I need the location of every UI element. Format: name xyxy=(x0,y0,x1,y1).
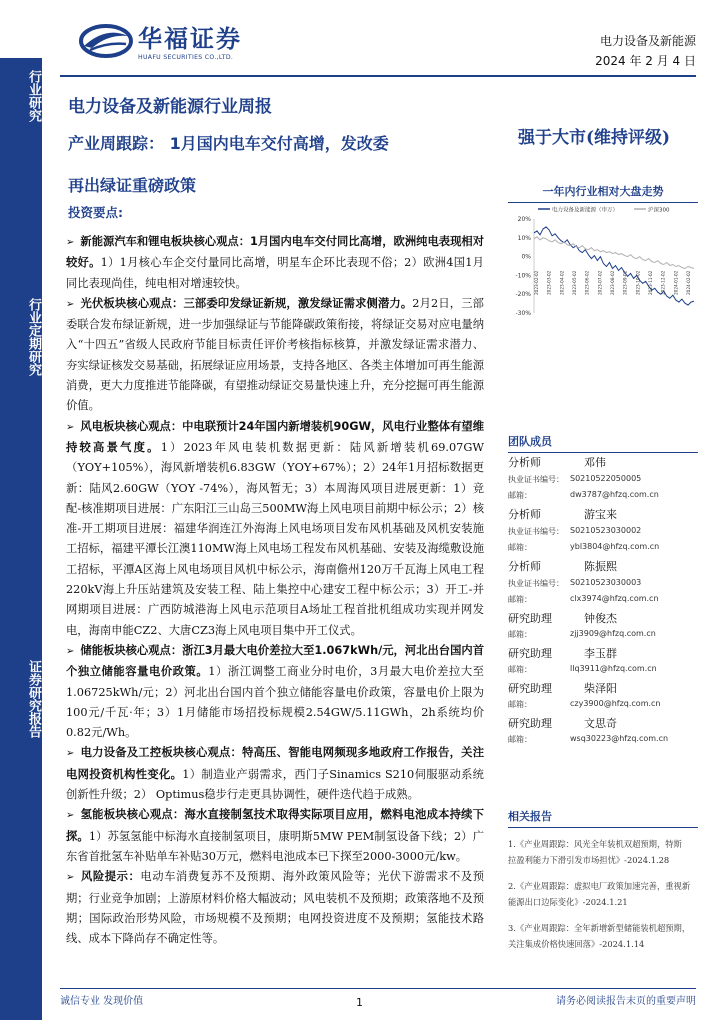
x-tick-label: 2023-05-02 xyxy=(572,270,577,295)
member-name: 游宝来 xyxy=(584,508,617,521)
email-label: 邮箱： xyxy=(508,665,532,674)
huafu-logo-icon xyxy=(78,22,134,60)
footer-divider xyxy=(60,988,696,989)
logo-english-text: HUAFU SECURITIES CO.,LTD. xyxy=(138,54,234,61)
x-tick-label: 2023-04-02 xyxy=(559,270,565,295)
point-hydrogen xyxy=(66,805,484,867)
header-date: 2024 年 2 月 4 日 xyxy=(595,54,696,68)
email-address[interactable]: dw3787@hfzq.com.cn xyxy=(570,490,659,499)
chart-heading: 一年内行业相对大盘走势 xyxy=(508,183,698,203)
header-divider xyxy=(60,75,696,77)
arrow-bullet-icon: ➢ xyxy=(66,237,75,248)
member-name: 文思奇 xyxy=(584,717,617,730)
point-risk xyxy=(66,867,484,949)
cert-number: S0210522050005 xyxy=(570,474,642,483)
member-email xyxy=(508,629,656,640)
member-email xyxy=(508,734,669,745)
report-line: 1.《产业周跟踪：风光全年装机双超预期，特斯 xyxy=(508,839,682,849)
rating: 强于大市(维持评级) xyxy=(518,128,671,148)
point-heading: 氢能板块核心观点：海水直接制氢技术取得实际项目应用，燃料电池成本持续下探。 xyxy=(66,808,484,843)
related-report-item[interactable] xyxy=(508,836,698,868)
point-text: 2月2日，三部委联合发布绿证新规，进一步加强绿证与节能降碳政策衔接，将绿证交易对应电量纳入“十四五”省级人民政府节能目标责任评价考核指标核算，并激发绿证需求潜力、夯实绿证核发交易基础，拓展绿证应用场景，支持各地区、各类主体增加可再生能源消费，更大力度推进节能降碳，有望推动绿证交易量快速上升，充分挖掘可再生能源价值。 xyxy=(66,296,484,413)
member-role: 研究助理 xyxy=(508,717,552,730)
member-role: 研究助理 xyxy=(508,612,552,625)
x-tick-label: 2023-07-02 xyxy=(597,270,603,295)
report-title: 电力设备及新能源行业周报 xyxy=(68,97,272,117)
arrow-bullet-icon: ➢ xyxy=(66,748,75,760)
point-text: 1）制造业产弱需求，西门子Sinamics S210伺服驱动系统创新性升级；2） Optimus稳步行走更具协调性，硬件迭代趋于成熟。 xyxy=(66,767,484,802)
x-tick-label: 2023-08-02 xyxy=(610,270,615,295)
point-pv xyxy=(66,294,484,417)
footer-slogan: 诚信专业 发现价值 xyxy=(60,996,144,1007)
email-label: 邮箱： xyxy=(508,543,532,552)
point-heading: 风电板块核心观点：中电联预计24年国内新增装机90GW，风电行业整体有望维持较高景气度。 xyxy=(66,419,484,454)
report-line: 关注集成价格快速回落》-2024.1.14 xyxy=(508,939,645,949)
related-reports-heading: 相关报告 xyxy=(508,808,698,828)
member-role: 研究助理 xyxy=(508,647,552,660)
member-email xyxy=(508,664,657,675)
member-role: 分析师 xyxy=(508,456,541,469)
x-tick-label: 2023-11-02 xyxy=(648,270,653,295)
email-label: 邮箱： xyxy=(508,595,532,604)
cert-number: S0210523030002 xyxy=(570,526,642,535)
y-tick-label: -10% xyxy=(515,272,531,280)
logo-chinese-text: 华福证券 xyxy=(138,24,242,53)
x-tick-label: 2023-06-02 xyxy=(584,270,590,295)
email-label: 邮箱： xyxy=(508,735,532,744)
report-subtitle-line2: 再出绿证重磅政策 xyxy=(68,176,197,195)
report-subtitle-line1: 产业周跟踪： 1月国内电车交付高增，发改委 xyxy=(68,134,389,153)
member-email xyxy=(508,594,659,605)
email-address[interactable]: clx3974@hfzq.com.cn xyxy=(570,594,659,603)
team-member xyxy=(508,645,698,680)
point-ev-battery xyxy=(66,232,484,294)
series-line xyxy=(534,237,694,269)
member-name: 柴泽阳 xyxy=(584,682,617,695)
email-address[interactable]: czy3900@hfzq.com.cn xyxy=(570,699,661,708)
sidebar-label-securities-report: 证券研究报告 xyxy=(26,660,41,738)
point-heading: 电力设备及工控板块核心观点：特高压、智能电网频现多地政府工作报告，关注电网投资机构性变化。 xyxy=(66,746,484,781)
team-member xyxy=(508,506,698,558)
left-sidebar xyxy=(0,58,42,1020)
x-tick-label: 2023-02-02 xyxy=(534,270,539,295)
point-grid xyxy=(66,743,484,805)
key-points-body xyxy=(66,232,484,949)
x-tick-label: 2023-03-02 xyxy=(546,270,552,295)
point-text: 1）1月核心车企交付量同比高增，明星车企环比表现不俗；2）欧洲4国1月同比表现尚佳，纯电相对增速较快。 xyxy=(66,256,484,290)
arrow-bullet-icon: ➢ xyxy=(66,810,75,822)
member-role: 研究助理 xyxy=(508,682,552,695)
team-heading: 团队成员 xyxy=(508,433,698,453)
member-role: 分析师 xyxy=(508,560,541,573)
point-heading: 储能板块核心观点：浙江3月最大电价差拉大至1.067kWh/元，河北出台国内首个独立储能容量电价政策。 xyxy=(66,643,484,679)
point-storage xyxy=(66,641,484,743)
legend-label: 电力设备及新能源（申万） xyxy=(552,207,619,214)
page-number: 1 xyxy=(356,996,363,1009)
footer-disclaimer: 请务必阅读报告末页的重要声明 xyxy=(556,996,696,1007)
team-member xyxy=(508,680,698,715)
point-heading: 风险提示： xyxy=(80,870,141,884)
report-line: 拉盈利能力下滑引发市场担忧》-2024.1.28 xyxy=(508,855,670,865)
sidebar-label-periodic-research: 行业定期研究 xyxy=(26,298,41,376)
team-member xyxy=(508,558,698,610)
email-address[interactable]: ybl3804@hfzq.com.cn xyxy=(570,542,660,551)
team-member xyxy=(508,454,698,506)
member-cert xyxy=(508,474,642,485)
y-tick-label: 20% xyxy=(517,216,531,223)
key-points-heading: 投资要点: xyxy=(68,205,123,220)
y-tick-label: 10% xyxy=(517,234,531,242)
point-text: 1）浙江调整工商业分时电价，3月最大电价差拉大至1.06725kWh/元；2）河北出台国内首个独立储能容量电价政策，容量电价上限为100元/千瓦·年；3）1月储能市场招投标规模2.54GW/5.11GWh，2h系统均价0.82元/Wh。 xyxy=(66,665,484,740)
x-tick-label: 2023-10-02 xyxy=(635,270,641,295)
header-industry: 电力设备及新能源 xyxy=(599,34,696,48)
email-address[interactable]: llq3911@hfzq.com.cn xyxy=(570,664,657,673)
arrow-bullet-icon: ➢ xyxy=(66,421,75,433)
x-tick-label: 2024-01-02 xyxy=(673,270,679,295)
cert-number: S0210523030003 xyxy=(570,578,642,587)
y-tick-label: 0% xyxy=(521,253,531,261)
team-member xyxy=(508,715,698,750)
report-line: 能源出口边际变化》-2024.1.21 xyxy=(508,897,628,907)
member-cert xyxy=(508,578,642,589)
team-member xyxy=(508,610,698,645)
cert-label: 执业证书编号： xyxy=(508,527,564,536)
related-report-item[interactable] xyxy=(508,920,698,952)
point-heading: 新能源汽车和锂电板块核心观点：1月国内电车交付同比高增，欧洲纯电表现相对较好。 xyxy=(66,235,484,270)
arrow-bullet-icon: ➢ xyxy=(66,872,75,884)
company-logo xyxy=(78,22,278,72)
point-wind xyxy=(66,417,484,641)
member-name: 陈振熙 xyxy=(584,560,617,573)
email-address[interactable]: zjj3909@hfzq.com.cn xyxy=(570,629,656,638)
member-name: 邓伟 xyxy=(584,456,606,469)
point-text: 电动车消费复苏不及预期、海外政策风险等；光伏下游需求不及预期；行业竞争加剧；上游原材料价格大幅波动；风电装机不及预期；政策落地不及预期；国际政治形势风险，市场规模不及预期；电网投资进度不及预期；氢能技术路线、成本下降尚存不确定性等。 xyxy=(66,870,484,946)
report-line: 2.《产业周跟踪：虚拟电厂政策加速完善，重视新 xyxy=(508,881,691,891)
x-tick-label: 2023-12-02 xyxy=(660,270,666,295)
report-line: 3.《产业周跟踪：全年新增新型储能装机超预期， xyxy=(508,923,691,933)
legend-label: 沪深300 xyxy=(648,207,670,214)
email-label: 邮箱： xyxy=(508,700,532,709)
point-text: 1）苏氢氢能中标海水直接制氢项目，康明斯5MW PEM制氢设备下线；2）广东省首批氢车补贴单车补贴30万元，燃料电池成本已下探至2000-3000元/kw。 xyxy=(66,829,484,863)
email-label: 邮箱： xyxy=(508,630,532,639)
member-cert xyxy=(508,526,642,537)
x-tick-label: 2024-02-02 xyxy=(686,270,691,295)
cert-label: 执业证书编号： xyxy=(508,475,564,484)
arrow-bullet-icon: ➢ xyxy=(66,645,75,657)
point-text: 1）2023年风电装机数据更新：陆风新增装机69.07GW（YOY+105%），海风新增装机6.83GW（YOY+67%）；2）24年1月招标数据更新：陆风2.60GW（YOY -74%），海风暂无；3）本周海风项目进展更新：1）竞配-核准期项目进展：广东阳江三山岛三500MW海上风电项目前期中标公示；2）核准-开工期项目进展：福建华润连江外海海上风电场项目发布风机基础及风机安装施工招标，福建平潭长江澳110MW海上风电场工程发布风机基础、安装及海缆敷设施工招标，平潭A区海上风电场项目风机中标公示，海南儋州120万千瓦海上风电工程220kV海上升压站建筑及安装工程、陆上集控中心建安工程中标公示；3）开工-并网期项目进展：广西防城港海上风电示范项目A场址工程首批机组成功实现并网发电，海南申能CZ2、大唐CZ3海上风电项目集中开工仪式。 xyxy=(66,440,484,637)
sidebar-label-industry-research: 行业研究 xyxy=(26,70,41,122)
x-tick-label: 2023-09-02 xyxy=(622,270,628,295)
member-email xyxy=(508,490,659,501)
relative-performance-chart xyxy=(508,203,698,323)
member-email xyxy=(508,699,661,710)
cert-label: 执业证书编号： xyxy=(508,579,564,588)
member-email xyxy=(508,542,660,553)
point-heading: 光伏板块核心观点：三部委印发绿证新规，激发绿证需求侧潜力。 xyxy=(80,296,413,310)
y-tick-label: -20% xyxy=(515,291,531,299)
email-address[interactable]: wsq30223@hfzq.com.cn xyxy=(570,734,669,743)
email-label: 邮箱： xyxy=(508,491,532,500)
related-report-item[interactable] xyxy=(508,878,698,910)
y-tick-label: -30% xyxy=(515,310,531,317)
member-name: 李玉群 xyxy=(584,647,617,660)
member-name: 钟俊杰 xyxy=(584,612,617,625)
arrow-bullet-icon: ➢ xyxy=(66,298,75,310)
member-role: 分析师 xyxy=(508,508,541,521)
